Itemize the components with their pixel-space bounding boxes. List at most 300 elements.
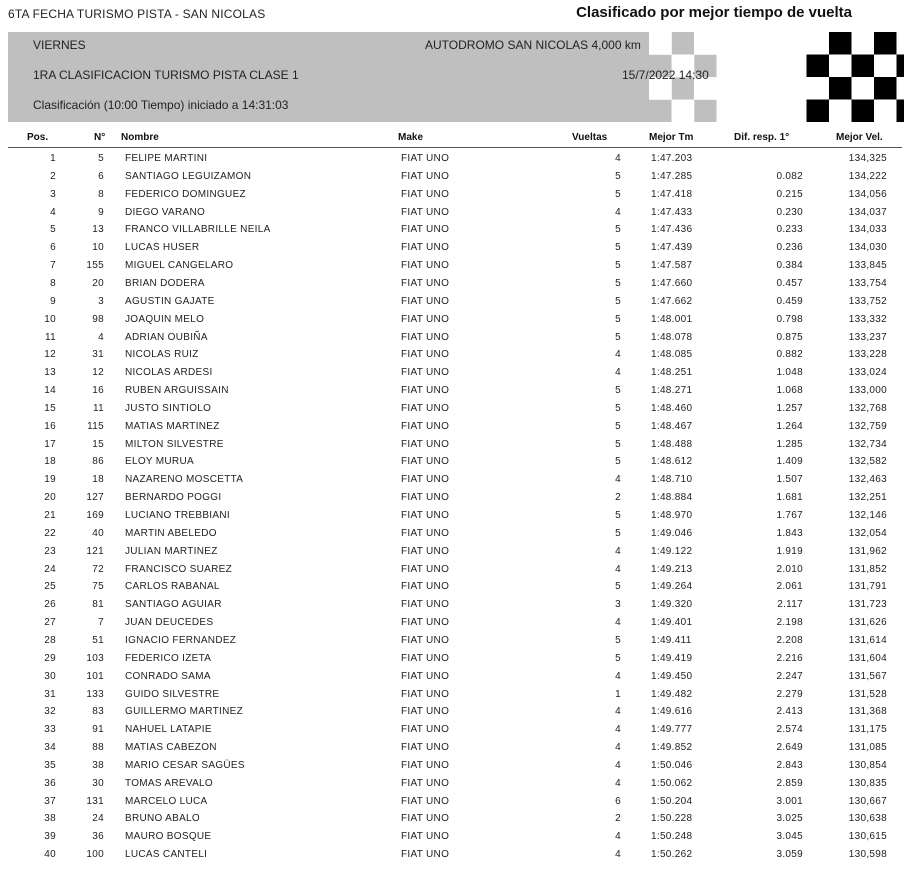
car-number-cell: 127 — [86, 492, 104, 504]
pos-cell: 32 — [44, 706, 56, 718]
gap-cell: 1.068 — [776, 385, 803, 397]
pos-cell: 35 — [44, 759, 56, 771]
make-cell: FIAT UNO — [401, 242, 450, 254]
table-row — [0, 400, 904, 418]
table-row — [0, 150, 904, 168]
checker-cell — [807, 32, 830, 55]
best-time-cell: 1:49.213 — [651, 563, 693, 575]
make-cell: FIAT UNO — [401, 813, 450, 825]
pos-cell: 15 — [44, 402, 56, 414]
checker-cell — [897, 32, 904, 55]
driver-name-cell: BERNARDO POGGI — [125, 492, 222, 504]
driver-name-cell: NAHUEL LATAPIE — [125, 724, 212, 736]
best-time-cell: 1:48.884 — [651, 492, 693, 504]
best-time-cell: 1:49.616 — [651, 706, 693, 718]
make-cell: FIAT UNO — [401, 706, 450, 718]
col-name-header: Nombre — [121, 132, 159, 143]
checker-cell — [897, 100, 904, 123]
pos-cell: 18 — [44, 456, 56, 468]
pos-cell: 30 — [44, 670, 56, 682]
checker-cell — [874, 100, 897, 123]
best-time-cell: 1:48.078 — [651, 331, 693, 343]
col-pos-header: Pos. — [27, 132, 49, 143]
make-cell: FIAT UNO — [401, 563, 450, 575]
car-number-cell: 10 — [92, 242, 104, 254]
car-number-cell: 81 — [92, 599, 104, 611]
table-row — [0, 739, 904, 757]
laps-cell: 4 — [615, 617, 621, 629]
checker-cell — [784, 100, 807, 123]
checker-cell — [874, 77, 897, 100]
driver-name-cell: GUILLERMO MARTINEZ — [125, 706, 244, 718]
gap-cell: 1.285 — [776, 438, 803, 450]
pos-cell: 40 — [44, 849, 56, 861]
driver-name-cell: BRIAN DODERA — [125, 277, 205, 289]
driver-name-cell: FELIPE MARTINI — [125, 153, 208, 164]
checker-cell — [874, 32, 897, 55]
make-cell: FIAT UNO — [401, 545, 450, 557]
laps-cell: 5 — [615, 581, 621, 593]
laps-cell: 4 — [615, 759, 621, 771]
pos-cell: 1 — [50, 153, 56, 164]
table-row — [0, 507, 904, 525]
pos-cell: 34 — [44, 742, 56, 754]
table-row — [0, 721, 904, 739]
pos-cell: 14 — [44, 385, 56, 397]
best-time-cell: 1:47.203 — [651, 153, 693, 164]
laps-cell: 5 — [615, 188, 621, 200]
table-row — [0, 257, 904, 275]
gap-cell: 0.798 — [776, 313, 803, 325]
make-cell: FIAT UNO — [401, 670, 450, 682]
gap-cell: 1.048 — [776, 367, 803, 379]
gap-cell: 0.230 — [776, 206, 803, 218]
best-time-cell: 1:47.660 — [651, 277, 693, 289]
driver-name-cell: CONRADO SAMA — [125, 670, 211, 682]
best-time-cell: 1:47.285 — [651, 170, 693, 182]
make-cell: FIAT UNO — [401, 385, 450, 397]
checker-cell — [897, 77, 904, 100]
best-speed-cell: 134,325 — [848, 153, 887, 164]
best-speed-cell: 131,723 — [848, 599, 887, 611]
checker-cell — [852, 32, 875, 55]
pos-cell: 22 — [44, 527, 56, 539]
pos-cell: 13 — [44, 367, 56, 379]
laps-cell: 5 — [615, 402, 621, 414]
best-time-cell: 1:49.777 — [651, 724, 693, 736]
driver-name-cell: LUCIANO TREBBIANI — [125, 510, 230, 521]
pos-cell: 23 — [44, 545, 56, 557]
checker-cell — [829, 100, 852, 123]
best-time-cell: 1:47.439 — [651, 242, 693, 254]
car-number-cell: 38 — [92, 759, 104, 771]
best-speed-cell: 132,734 — [848, 438, 887, 450]
table-row — [0, 810, 904, 828]
gap-cell: 0.459 — [776, 295, 803, 307]
gap-cell: 2.859 — [776, 777, 803, 789]
laps-cell: 5 — [615, 527, 621, 539]
best-speed-cell: 130,638 — [848, 813, 887, 825]
best-speed-cell: 132,251 — [848, 492, 887, 504]
best-speed-cell: 133,228 — [848, 349, 887, 361]
best-time-cell: 1:48.612 — [651, 456, 693, 468]
gap-cell: 1.409 — [776, 456, 803, 468]
gap-cell: 1.257 — [776, 402, 803, 414]
checker-cell — [897, 55, 904, 78]
best-speed-cell: 130,854 — [848, 759, 887, 771]
best-time-cell: 1:49.852 — [651, 742, 693, 754]
table-row — [0, 293, 904, 311]
table-row — [0, 686, 904, 704]
pos-cell: 21 — [44, 510, 56, 521]
checker-cell — [829, 77, 852, 100]
car-number-cell: 100 — [86, 849, 104, 861]
pos-cell: 37 — [44, 795, 56, 807]
gap-cell: 3.001 — [776, 795, 803, 807]
car-number-cell: 133 — [86, 688, 104, 700]
make-cell: FIAT UNO — [401, 295, 450, 307]
best-time-cell: 1:48.710 — [651, 474, 693, 486]
gap-cell: 0.233 — [776, 224, 803, 236]
table-row — [0, 168, 904, 186]
best-speed-cell: 131,852 — [848, 563, 887, 575]
pos-cell: 36 — [44, 777, 56, 789]
make-cell: FIAT UNO — [401, 617, 450, 629]
car-number-cell: 169 — [86, 510, 104, 521]
best-speed-cell: 131,085 — [848, 742, 887, 754]
gap-cell: 3.025 — [776, 813, 803, 825]
checker-cell — [739, 55, 762, 78]
driver-name-cell: MILTON SILVESTRE — [125, 438, 224, 450]
laps-cell: 1 — [615, 688, 621, 700]
best-time-cell: 1:49.122 — [651, 545, 693, 557]
best-speed-cell: 134,222 — [848, 170, 887, 182]
make-cell: FIAT UNO — [401, 260, 450, 272]
table-row — [0, 221, 904, 239]
table-row — [0, 436, 904, 454]
gap-cell: 0.236 — [776, 242, 803, 254]
make-cell: FIAT UNO — [401, 331, 450, 343]
make-cell: FIAT UNO — [401, 831, 450, 843]
best-time-cell: 1:49.264 — [651, 581, 693, 593]
driver-name-cell: ADRIAN OUBIÑA — [125, 331, 208, 343]
car-number-cell: 86 — [92, 456, 104, 468]
car-number-cell: 18 — [92, 474, 104, 486]
table-row — [0, 275, 904, 293]
laps-cell: 2 — [615, 492, 621, 504]
best-time-cell: 1:50.228 — [651, 813, 693, 825]
best-speed-cell: 134,037 — [848, 206, 887, 218]
table-row — [0, 525, 904, 543]
gap-cell: 1.264 — [776, 420, 803, 432]
pos-cell: 20 — [44, 492, 56, 504]
best-speed-cell: 133,752 — [848, 295, 887, 307]
driver-name-cell: SANTIAGO AGUIAR — [125, 599, 222, 611]
checker-cell — [852, 55, 875, 78]
gap-cell: 2.208 — [776, 634, 803, 646]
car-number-cell: 121 — [86, 545, 104, 557]
make-cell: FIAT UNO — [401, 849, 450, 861]
car-number-cell: 9 — [98, 206, 104, 218]
gap-cell: 0.082 — [776, 170, 803, 182]
driver-name-cell: TOMAS AREVALO — [125, 777, 214, 789]
gap-cell: 2.010 — [776, 563, 803, 575]
session-datetime: 15/7/2022 14:30 — [622, 68, 709, 82]
pos-cell: 10 — [44, 313, 56, 325]
table-row — [0, 614, 904, 632]
make-cell: FIAT UNO — [401, 742, 450, 754]
make-cell: FIAT UNO — [401, 153, 450, 164]
car-number-cell: 72 — [92, 563, 104, 575]
best-time-cell: 1:48.001 — [651, 313, 693, 325]
laps-cell: 4 — [615, 706, 621, 718]
table-row — [0, 364, 904, 382]
pos-cell: 11 — [45, 331, 56, 343]
laps-cell: 5 — [615, 260, 621, 272]
driver-name-cell: FEDERICO IZETA — [125, 652, 212, 664]
laps-cell: 4 — [615, 563, 621, 575]
session-info-panel — [8, 32, 904, 122]
pos-cell: 12 — [44, 349, 56, 361]
laps-cell: 5 — [615, 634, 621, 646]
driver-name-cell: GUIDO SILVESTRE — [125, 688, 220, 700]
sort-title: Clasificado por mejor tiempo de vuelta — [576, 4, 852, 21]
pos-cell: 7 — [50, 260, 56, 272]
driver-name-cell: SANTIAGO LEGUIZAMON — [125, 170, 252, 182]
gap-cell: 0.457 — [776, 277, 803, 289]
checker-cell — [717, 32, 740, 55]
table-row — [0, 311, 904, 329]
driver-name-cell: MAURO BOSQUE — [125, 831, 212, 843]
make-cell: FIAT UNO — [401, 402, 450, 414]
gap-cell: 2.574 — [776, 724, 803, 736]
make-cell: FIAT UNO — [401, 688, 450, 700]
car-number-cell: 30 — [92, 777, 104, 789]
make-cell: FIAT UNO — [401, 277, 450, 289]
checker-cell — [762, 100, 785, 123]
best-speed-cell: 134,056 — [848, 188, 887, 200]
laps-cell: 4 — [615, 670, 621, 682]
laps-cell: 5 — [615, 277, 621, 289]
col-diff-header: Dif. resp. 1° — [734, 132, 790, 143]
car-number-cell: 15 — [92, 438, 104, 450]
checker-cell — [807, 77, 830, 100]
car-number-cell: 75 — [92, 581, 104, 593]
table-row — [0, 346, 904, 364]
driver-name-cell: RUBEN ARGUISSAIN — [125, 385, 229, 397]
car-number-cell: 115 — [87, 420, 104, 432]
pos-cell: 27 — [44, 617, 56, 629]
make-cell: FIAT UNO — [401, 510, 450, 521]
laps-cell: 5 — [615, 652, 621, 664]
best-speed-cell: 133,237 — [848, 331, 887, 343]
car-number-cell: 13 — [92, 224, 104, 236]
laps-cell: 5 — [615, 331, 621, 343]
gap-cell: 0.882 — [776, 349, 803, 361]
best-time-cell: 1:48.970 — [651, 510, 693, 521]
event-title: 6TA FECHA TURISMO PISTA - SAN NICOLAS — [8, 7, 266, 21]
best-time-cell: 1:49.046 — [651, 527, 693, 539]
laps-cell: 4 — [615, 206, 621, 218]
gap-cell: 2.413 — [776, 706, 803, 718]
checker-cell — [784, 77, 807, 100]
make-cell: FIAT UNO — [401, 634, 450, 646]
checker-cell — [874, 55, 897, 78]
best-time-cell: 1:49.320 — [651, 599, 693, 611]
laps-cell: 5 — [615, 170, 621, 182]
pos-cell: 4 — [50, 206, 56, 218]
driver-name-cell: FRANCISCO SUAREZ — [125, 563, 233, 575]
car-number-cell: 4 — [98, 331, 104, 343]
driver-name-cell: JUAN DEUCEDES — [125, 617, 214, 629]
table-row — [0, 632, 904, 650]
best-speed-cell: 130,835 — [848, 777, 887, 789]
best-speed-cell: 133,000 — [848, 385, 887, 397]
car-number-cell: 103 — [86, 652, 104, 664]
checker-cell — [672, 100, 695, 123]
col-speed-header: Mejor Vel. — [836, 132, 883, 143]
laps-cell: 4 — [615, 777, 621, 789]
car-number-cell: 98 — [92, 313, 104, 325]
driver-name-cell: MARIO CESAR SAGÜES — [125, 759, 245, 771]
car-number-cell: 8 — [98, 188, 104, 200]
best-speed-cell: 131,962 — [848, 545, 887, 557]
laps-cell: 4 — [615, 153, 621, 164]
gap-cell: 0.215 — [776, 188, 803, 200]
table-row — [0, 453, 904, 471]
best-time-cell: 1:47.436 — [651, 224, 693, 236]
car-number-cell: 20 — [92, 277, 104, 289]
gap-cell: 2.117 — [777, 599, 803, 611]
best-speed-cell: 133,332 — [848, 313, 887, 325]
best-time-cell: 1:48.251 — [651, 367, 693, 379]
table-row — [0, 650, 904, 668]
track-name: AUTODROMO SAN NICOLAS 4,000 km — [425, 38, 641, 52]
table-row — [0, 329, 904, 347]
driver-name-cell: IGNACIO FERNANDEZ — [125, 634, 237, 646]
pos-cell: 9 — [50, 295, 56, 307]
make-cell: FIAT UNO — [401, 599, 450, 611]
driver-name-cell: JUSTO SINTIOLO — [125, 402, 212, 414]
table-row — [0, 757, 904, 775]
make-cell: FIAT UNO — [401, 474, 450, 486]
pos-cell: 16 — [44, 420, 56, 432]
driver-name-cell: FRANCO VILLABRILLE NEILA — [125, 224, 271, 236]
gap-cell: 0.384 — [776, 260, 803, 272]
best-speed-cell: 134,030 — [848, 242, 887, 254]
driver-name-cell: MIGUEL CANGELARO — [125, 260, 234, 272]
make-cell: FIAT UNO — [401, 224, 450, 236]
best-speed-cell: 131,528 — [848, 688, 887, 700]
pos-cell: 39 — [44, 831, 56, 843]
make-cell: FIAT UNO — [401, 492, 450, 504]
pos-cell: 33 — [44, 724, 56, 736]
best-speed-cell: 131,368 — [848, 706, 887, 718]
car-number-cell: 83 — [92, 706, 104, 718]
best-time-cell: 1:49.411 — [651, 634, 692, 646]
pos-cell: 19 — [44, 474, 56, 486]
make-cell: FIAT UNO — [401, 188, 450, 200]
checker-cell — [717, 55, 740, 78]
car-number-cell: 5 — [98, 153, 104, 164]
gap-cell: 1.681 — [776, 492, 803, 504]
car-number-cell: 3 — [98, 295, 104, 307]
laps-cell: 4 — [615, 545, 621, 557]
laps-cell: 5 — [615, 420, 621, 432]
best-speed-cell: 134,033 — [848, 224, 887, 236]
checker-cell — [717, 77, 740, 100]
table-row — [0, 561, 904, 579]
best-time-cell: 1:47.662 — [651, 295, 693, 307]
best-speed-cell: 133,754 — [848, 277, 887, 289]
make-cell: FIAT UNO — [401, 795, 450, 807]
make-cell: FIAT UNO — [401, 581, 450, 593]
best-speed-cell: 130,667 — [848, 795, 887, 807]
car-number-cell: 31 — [92, 349, 104, 361]
session-day: VIERNES — [33, 38, 86, 52]
checker-cell — [852, 100, 875, 123]
laps-cell: 4 — [615, 831, 621, 843]
checker-cell — [739, 77, 762, 100]
make-cell: FIAT UNO — [401, 420, 450, 432]
make-cell: FIAT UNO — [401, 206, 450, 218]
pos-cell: 24 — [44, 563, 56, 575]
driver-name-cell: NAZARENO MOSCETTA — [125, 474, 244, 486]
driver-name-cell: MARCELO LUCA — [125, 795, 208, 807]
best-time-cell: 1:47.433 — [651, 206, 693, 218]
report-header — [0, 0, 904, 28]
car-number-cell: 155 — [86, 260, 104, 272]
table-row — [0, 775, 904, 793]
driver-name-cell: FEDERICO DOMINGUEZ — [125, 188, 246, 200]
best-time-cell: 1:48.488 — [651, 438, 693, 450]
best-speed-cell: 132,054 — [848, 527, 887, 539]
col-num-header: N° — [94, 132, 106, 143]
gap-cell: 2.843 — [776, 759, 803, 771]
laps-cell: 3 — [615, 599, 621, 611]
best-time-cell: 1:49.450 — [651, 670, 693, 682]
checker-cell — [852, 77, 875, 100]
best-time-cell: 1:49.482 — [651, 688, 693, 700]
laps-cell: 6 — [615, 795, 621, 807]
best-time-cell: 1:48.085 — [651, 349, 693, 361]
make-cell: FIAT UNO — [401, 724, 450, 736]
laps-cell: 5 — [615, 242, 621, 254]
make-cell: FIAT UNO — [401, 652, 450, 664]
gap-cell: 0.875 — [776, 331, 803, 343]
laps-cell: 5 — [615, 313, 621, 325]
pos-cell: 38 — [44, 813, 56, 825]
checker-cell — [762, 32, 785, 55]
gap-cell: 2.247 — [776, 670, 803, 682]
best-speed-cell: 131,604 — [848, 652, 887, 664]
make-cell: FIAT UNO — [401, 438, 450, 450]
table-row — [0, 596, 904, 614]
pos-cell: 3 — [50, 188, 56, 200]
checker-cell — [807, 55, 830, 78]
best-speed-cell: 132,463 — [848, 474, 887, 486]
laps-cell: 4 — [615, 849, 621, 861]
laps-cell: 2 — [615, 813, 621, 825]
table-row — [0, 846, 904, 864]
best-time-cell: 1:50.204 — [651, 795, 693, 807]
laps-cell: 5 — [615, 295, 621, 307]
make-cell: FIAT UNO — [401, 349, 450, 361]
col-time-header: Mejor Tm — [649, 132, 694, 143]
best-time-cell: 1:50.046 — [651, 759, 693, 771]
make-cell: FIAT UNO — [401, 456, 450, 468]
col-make-header: Make — [398, 132, 424, 143]
